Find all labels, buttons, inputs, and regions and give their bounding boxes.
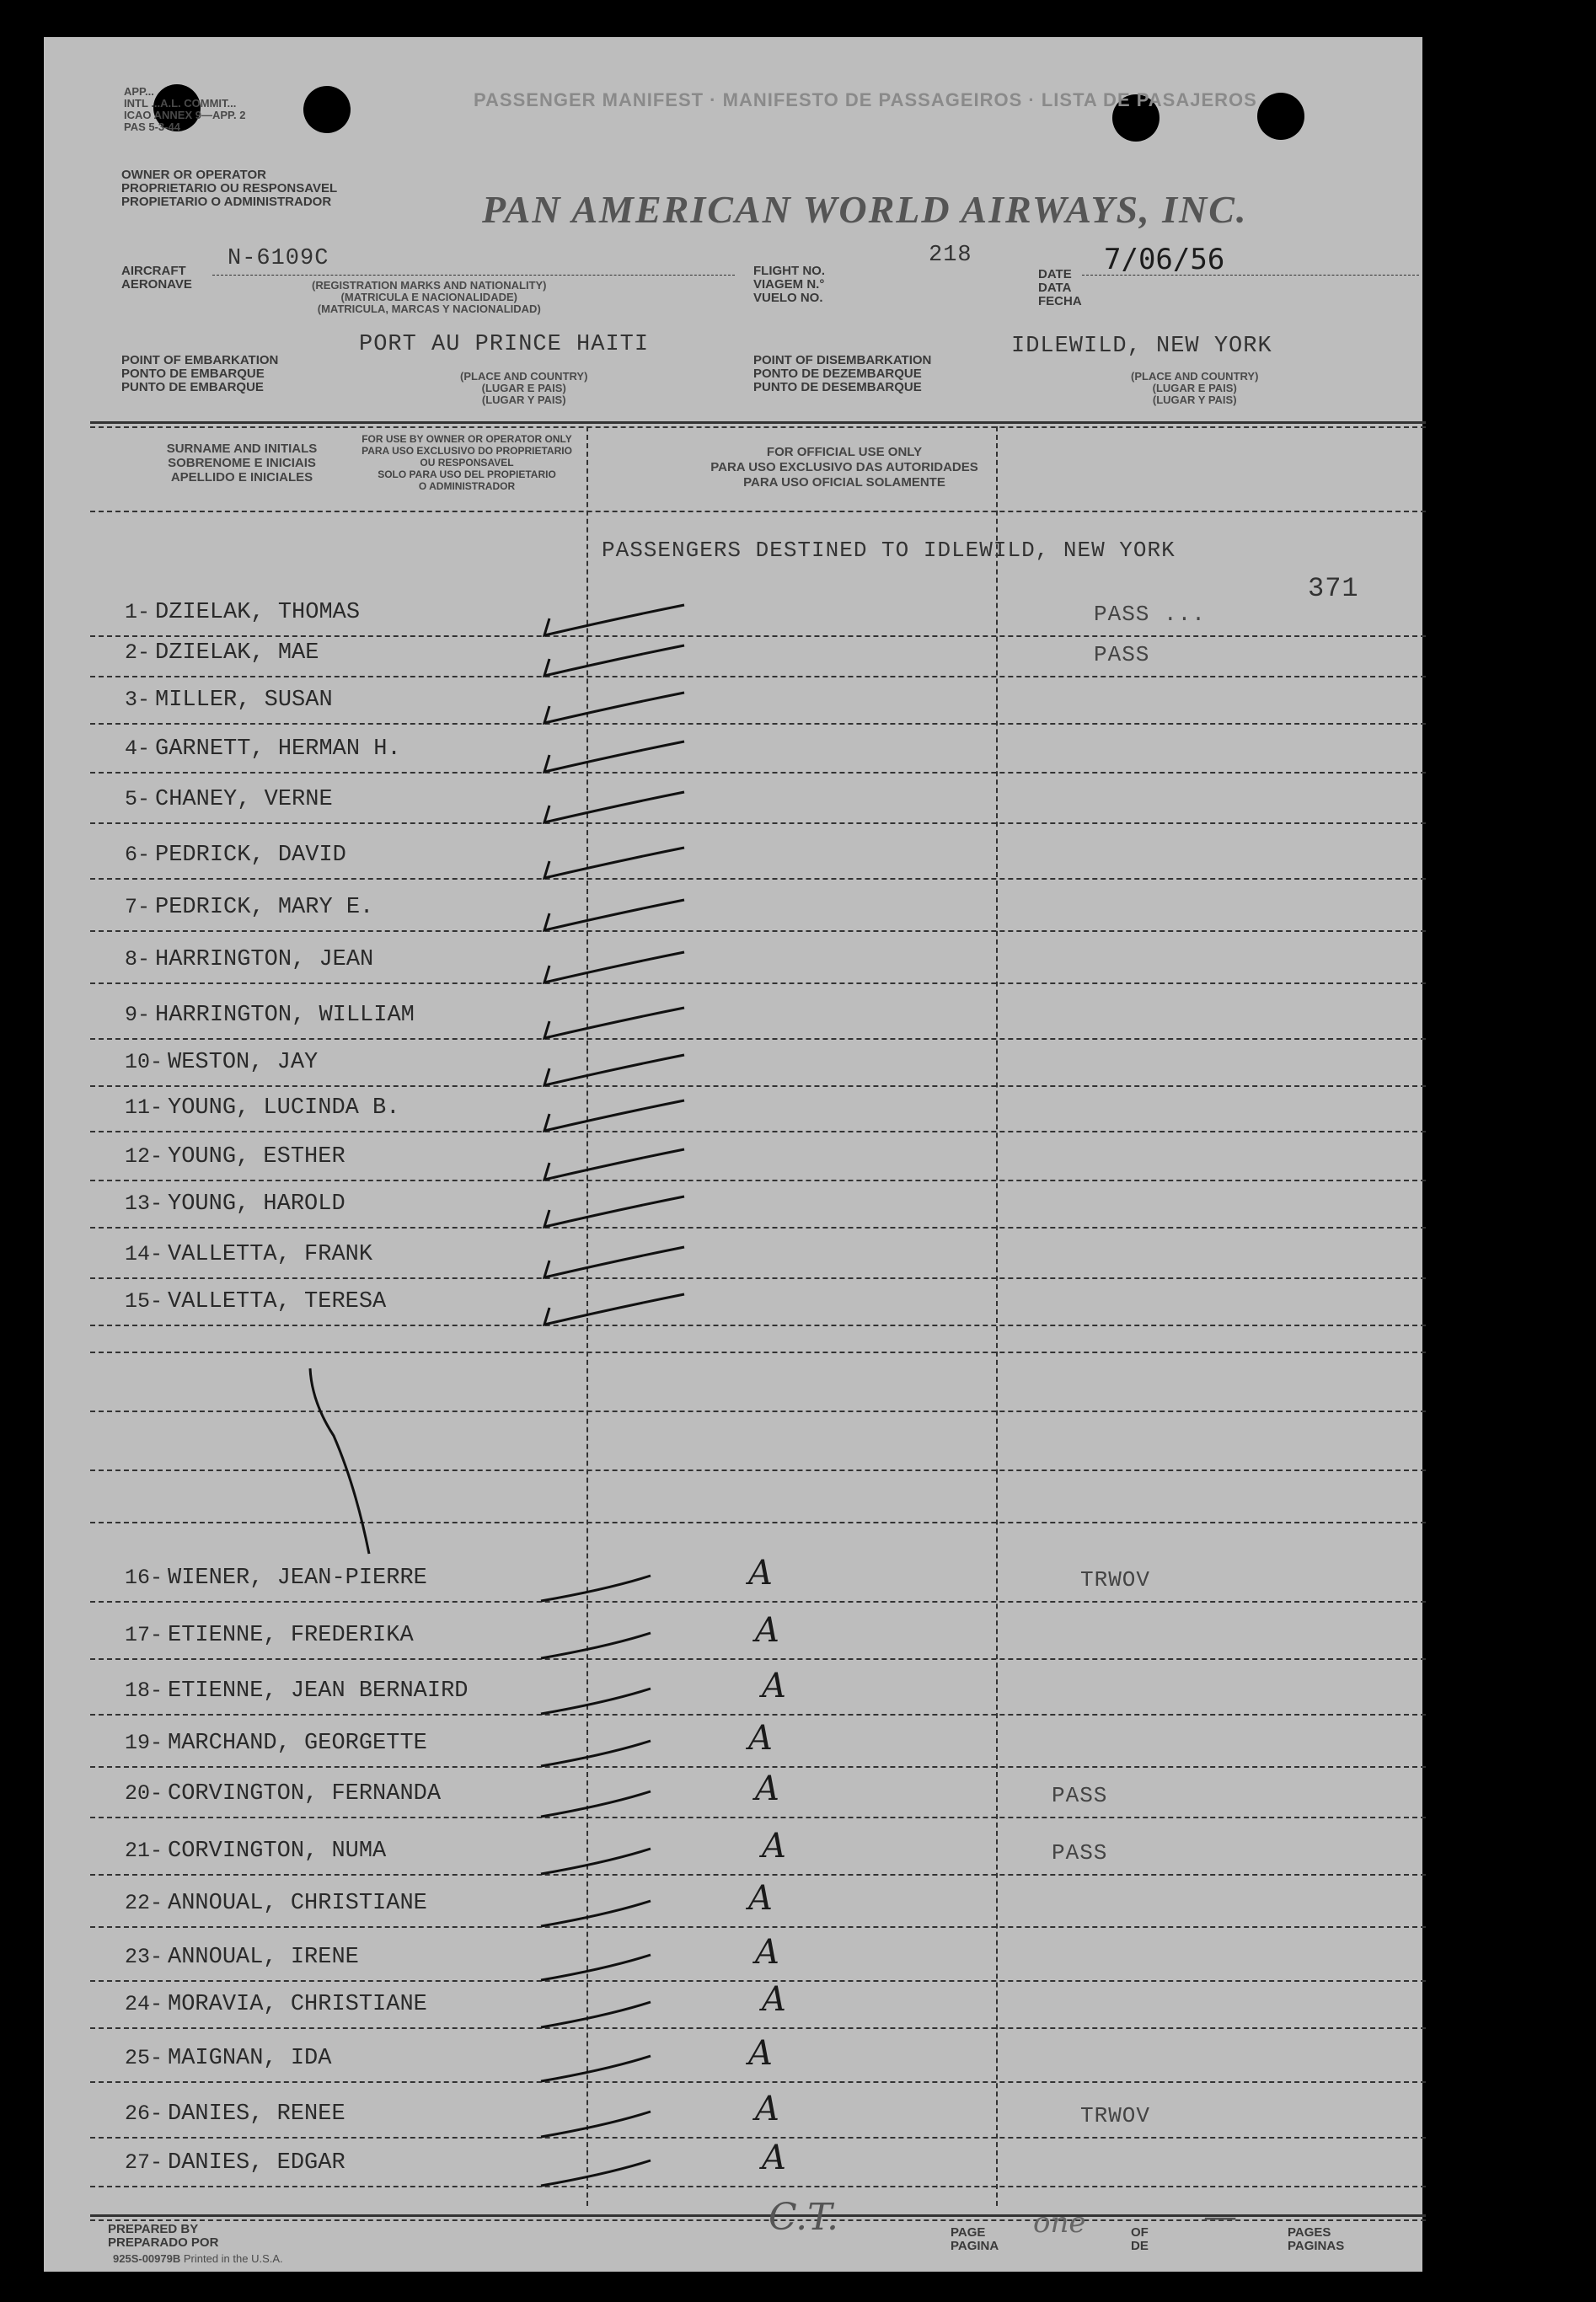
check-mark bbox=[544, 1149, 684, 1180]
official-column-header: FOR OFFICIAL USE ONLY PARA USO EXCLUSIVO DAS AUTORIDADES PARA USO OFICIAL SOLAMENTE bbox=[710, 445, 978, 490]
check-mark bbox=[544, 1294, 684, 1325]
passenger-number: 19- bbox=[125, 1731, 163, 1755]
owner-code: A bbox=[762, 2139, 786, 2177]
owner-code: A bbox=[755, 1611, 779, 1650]
disembarkation-label: POINT OF DISEMBARKATION PONTO DE DEZEMBARQUE PUNTO DE DESEMBARQUE bbox=[753, 353, 932, 394]
passenger-number: 8- bbox=[125, 947, 151, 972]
passenger-number: 9- bbox=[125, 1003, 151, 1027]
form-corner-notes: APP... INTL ...A.L. COMMIT... ICAO ANNEX 9—APP. 2 PAS 5-3-44 bbox=[124, 85, 246, 133]
check-mark bbox=[541, 1955, 651, 1980]
check-mark bbox=[541, 2112, 651, 2137]
passenger-number: 20- bbox=[125, 1781, 163, 1806]
check-mark bbox=[541, 1689, 651, 1714]
form-number: 925S-00979B Printed in the U.S.A. bbox=[113, 2252, 283, 2265]
owner-code: A bbox=[762, 1827, 786, 1866]
of-label: OF DE bbox=[1131, 2225, 1149, 2253]
passenger-name: HARRINGTON, WILLIAM bbox=[155, 1003, 415, 1028]
passenger-name: YOUNG, HAROLD bbox=[168, 1191, 345, 1217]
check-mark bbox=[541, 1633, 651, 1658]
passenger-name: DANIES, RENEE bbox=[168, 2101, 345, 2127]
check-mark bbox=[541, 2160, 651, 2186]
passenger-name: PEDRICK, DAVID bbox=[155, 843, 346, 868]
flight-label: FLIGHT NO. VIAGEM N.° VUELO NO. bbox=[753, 264, 825, 305]
passenger-name: PEDRICK, MARY E. bbox=[155, 895, 374, 920]
passenger-name: ANNOUAL, CHRISTIANE bbox=[168, 1891, 427, 1916]
check-mark bbox=[544, 741, 684, 772]
passenger-number: 1- bbox=[125, 600, 151, 624]
passenger-name: VALLETTA, FRANK bbox=[168, 1242, 373, 1267]
passenger-name: GARNETT, HERMAN H. bbox=[155, 736, 401, 762]
aircraft-value: N-6109C bbox=[228, 246, 329, 271]
passenger-number: 21- bbox=[125, 1839, 163, 1863]
check-mark bbox=[544, 1100, 684, 1131]
disembarkation-value: IDLEWILD, NEW YORK bbox=[1011, 334, 1272, 359]
official-note: PASS ... bbox=[1094, 602, 1206, 627]
passenger-name: YOUNG, LUCINDA B. bbox=[168, 1095, 400, 1121]
passenger-number: 26- bbox=[125, 2101, 163, 2126]
passenger-number: 12- bbox=[125, 1144, 163, 1169]
passenger-name: MILLER, SUSAN bbox=[155, 688, 333, 713]
check-mark bbox=[541, 1849, 651, 1874]
passenger-number: 24- bbox=[125, 1992, 163, 2016]
owner-code: A bbox=[748, 1719, 773, 1758]
owner-code: A bbox=[755, 1769, 779, 1808]
passenger-number: 6- bbox=[125, 843, 151, 867]
owner-column-header: FOR USE BY OWNER OR OPERATOR ONLY PARA USO EXCLUSIVO DO PROPRIETARIO OU RESPONSAVEL SOLO PARA USO DEL PROPIETARIO O ADMINISTRADOR bbox=[362, 433, 572, 492]
embarkation-value: PORT AU PRINCE HAITI bbox=[359, 332, 650, 357]
date-label: DATE DATA FECHA bbox=[1038, 267, 1082, 308]
official-note: PASS bbox=[1094, 642, 1150, 667]
passenger-number: 18- bbox=[125, 1678, 163, 1703]
check-mark bbox=[544, 952, 684, 982]
owner-label: OWNER OR OPERATOR PROPRIETARIO OU RESPONSAVEL PROPIETARIO O ADMINISTRADOR bbox=[121, 168, 338, 209]
official-count: 371 bbox=[1308, 573, 1359, 604]
manifest-titles: PASSENGER MANIFEST · MANIFESTO DE PASSAGEIROS · LISTA DE PASAJEROS bbox=[474, 89, 1257, 110]
owner-code: A bbox=[762, 1980, 786, 2019]
passenger-number: 16- bbox=[125, 1566, 163, 1590]
passenger-number: 7- bbox=[125, 895, 151, 919]
airline-name: PAN AMERICAN WORLD AIRWAYS, INC. bbox=[482, 188, 1248, 231]
check-mark bbox=[544, 792, 684, 822]
owner-code: A bbox=[755, 1933, 779, 1972]
check-mark bbox=[544, 605, 684, 635]
check-mark bbox=[541, 2056, 651, 2081]
official-note: TRWOV bbox=[1080, 1567, 1151, 1593]
passenger-number: 2- bbox=[125, 640, 151, 665]
check-mark bbox=[544, 1197, 684, 1227]
owner-code: A bbox=[762, 1667, 786, 1705]
check-mark bbox=[544, 693, 684, 723]
prepared-value: C.T. bbox=[769, 2196, 838, 2239]
passenger-number: 4- bbox=[125, 736, 151, 761]
passenger-name: MARCHAND, GEORGETTE bbox=[168, 1731, 427, 1756]
flight-value: 218 bbox=[929, 243, 972, 268]
name-column-header: SURNAME AND INITIALS SOBRENOME E INICIAIS APELLIDO E INICIALES bbox=[166, 442, 318, 484]
page-value: one bbox=[1033, 2206, 1086, 2240]
check-mark bbox=[544, 900, 684, 930]
passenger-number: 5- bbox=[125, 787, 151, 811]
passenger-name: DZIELAK, THOMAS bbox=[155, 600, 361, 625]
passenger-name: CHANEY, VERNE bbox=[155, 787, 333, 812]
handwritten-bracket bbox=[310, 1368, 369, 1554]
owner-code: A bbox=[748, 2034, 773, 2073]
aircraft-sublabel: (REGISTRATION MARKS AND NATIONALITY) (MATRICULA E NACIONALIDADE) (MATRICULA, MARCAS Y NACIONALIDAD) bbox=[312, 279, 547, 315]
passenger-name: ETIENNE, FREDERIKA bbox=[168, 1623, 414, 1648]
handwritten-marks bbox=[44, 37, 1422, 2272]
passenger-name: HARRINGTON, JEAN bbox=[155, 947, 374, 972]
official-note: PASS bbox=[1052, 1783, 1108, 1808]
passenger-number: 11- bbox=[125, 1095, 163, 1120]
passenger-name: MAIGNAN, IDA bbox=[168, 2046, 332, 2071]
passenger-name: WESTON, JAY bbox=[168, 1050, 319, 1075]
passenger-name: ETIENNE, JEAN BERNAIRD bbox=[168, 1678, 469, 1704]
aircraft-label: AIRCRAFT AERONAVE bbox=[121, 264, 192, 292]
official-note: PASS bbox=[1052, 1840, 1108, 1866]
owner-code: A bbox=[748, 1879, 773, 1918]
passenger-number: 10- bbox=[125, 1050, 163, 1074]
passenger-name: CORVINGTON, FERNANDA bbox=[168, 1781, 442, 1807]
passenger-name: CORVINGTON, NUMA bbox=[168, 1839, 387, 1864]
check-mark bbox=[544, 848, 684, 878]
passenger-number: 22- bbox=[125, 1891, 163, 1915]
embarkation-sublabel: (PLACE AND COUNTRY) (LUGAR E PAIS) (LUGAR Y PAIS) bbox=[460, 370, 588, 406]
check-mark bbox=[541, 1741, 651, 1766]
passenger-name: DZIELAK, MAE bbox=[155, 640, 319, 666]
passenger-number: 13- bbox=[125, 1191, 163, 1216]
passenger-number: 17- bbox=[125, 1623, 163, 1647]
check-mark bbox=[541, 2002, 651, 2027]
destination-note: PASSENGERS DESTINED TO IDLEWILD, NEW YORK bbox=[602, 538, 1176, 563]
date-value: 7/06/56 bbox=[1104, 243, 1225, 276]
pages-label: PAGES PAGINAS bbox=[1288, 2225, 1345, 2253]
manifest-sheet bbox=[44, 37, 1422, 2272]
passenger-number: 25- bbox=[125, 2046, 163, 2070]
passenger-name: DANIES, EDGAR bbox=[168, 2150, 345, 2176]
passenger-number: 15- bbox=[125, 1289, 163, 1314]
check-mark bbox=[541, 1576, 651, 1601]
check-mark bbox=[544, 1247, 684, 1277]
embarkation-label: POINT OF EMBARKATION PONTO DE EMBARQUE PUNTO DE EMBARQUE bbox=[121, 353, 279, 394]
prepared-label: PREPARED BY PREPARADO POR bbox=[108, 2222, 219, 2250]
passenger-number: 23- bbox=[125, 1945, 163, 1969]
passenger-number: 27- bbox=[125, 2150, 163, 2175]
check-mark bbox=[544, 1008, 684, 1038]
check-mark bbox=[544, 645, 684, 676]
passenger-number: 3- bbox=[125, 688, 151, 712]
check-mark bbox=[541, 1901, 651, 1926]
official-note: TRWOV bbox=[1080, 2103, 1151, 2128]
passenger-name: ANNOUAL, IRENE bbox=[168, 1945, 359, 1970]
owner-code: A bbox=[748, 1554, 773, 1593]
of-value: — bbox=[1203, 2198, 1237, 2236]
page-label: PAGE PAGINA bbox=[951, 2225, 999, 2253]
check-mark bbox=[544, 1055, 684, 1085]
owner-code: A bbox=[755, 2090, 779, 2128]
passenger-name: YOUNG, ESTHER bbox=[168, 1144, 345, 1170]
passenger-name: VALLETTA, TERESA bbox=[168, 1289, 387, 1314]
passenger-number: 14- bbox=[125, 1242, 163, 1266]
passenger-name: MORAVIA, CHRISTIANE bbox=[168, 1992, 427, 2017]
check-mark bbox=[541, 1791, 651, 1817]
passenger-name: WIENER, JEAN-PIERRE bbox=[168, 1566, 427, 1591]
disembarkation-sublabel: (PLACE AND COUNTRY) (LUGAR E PAIS) (LUGAR Y PAIS) bbox=[1131, 370, 1259, 406]
